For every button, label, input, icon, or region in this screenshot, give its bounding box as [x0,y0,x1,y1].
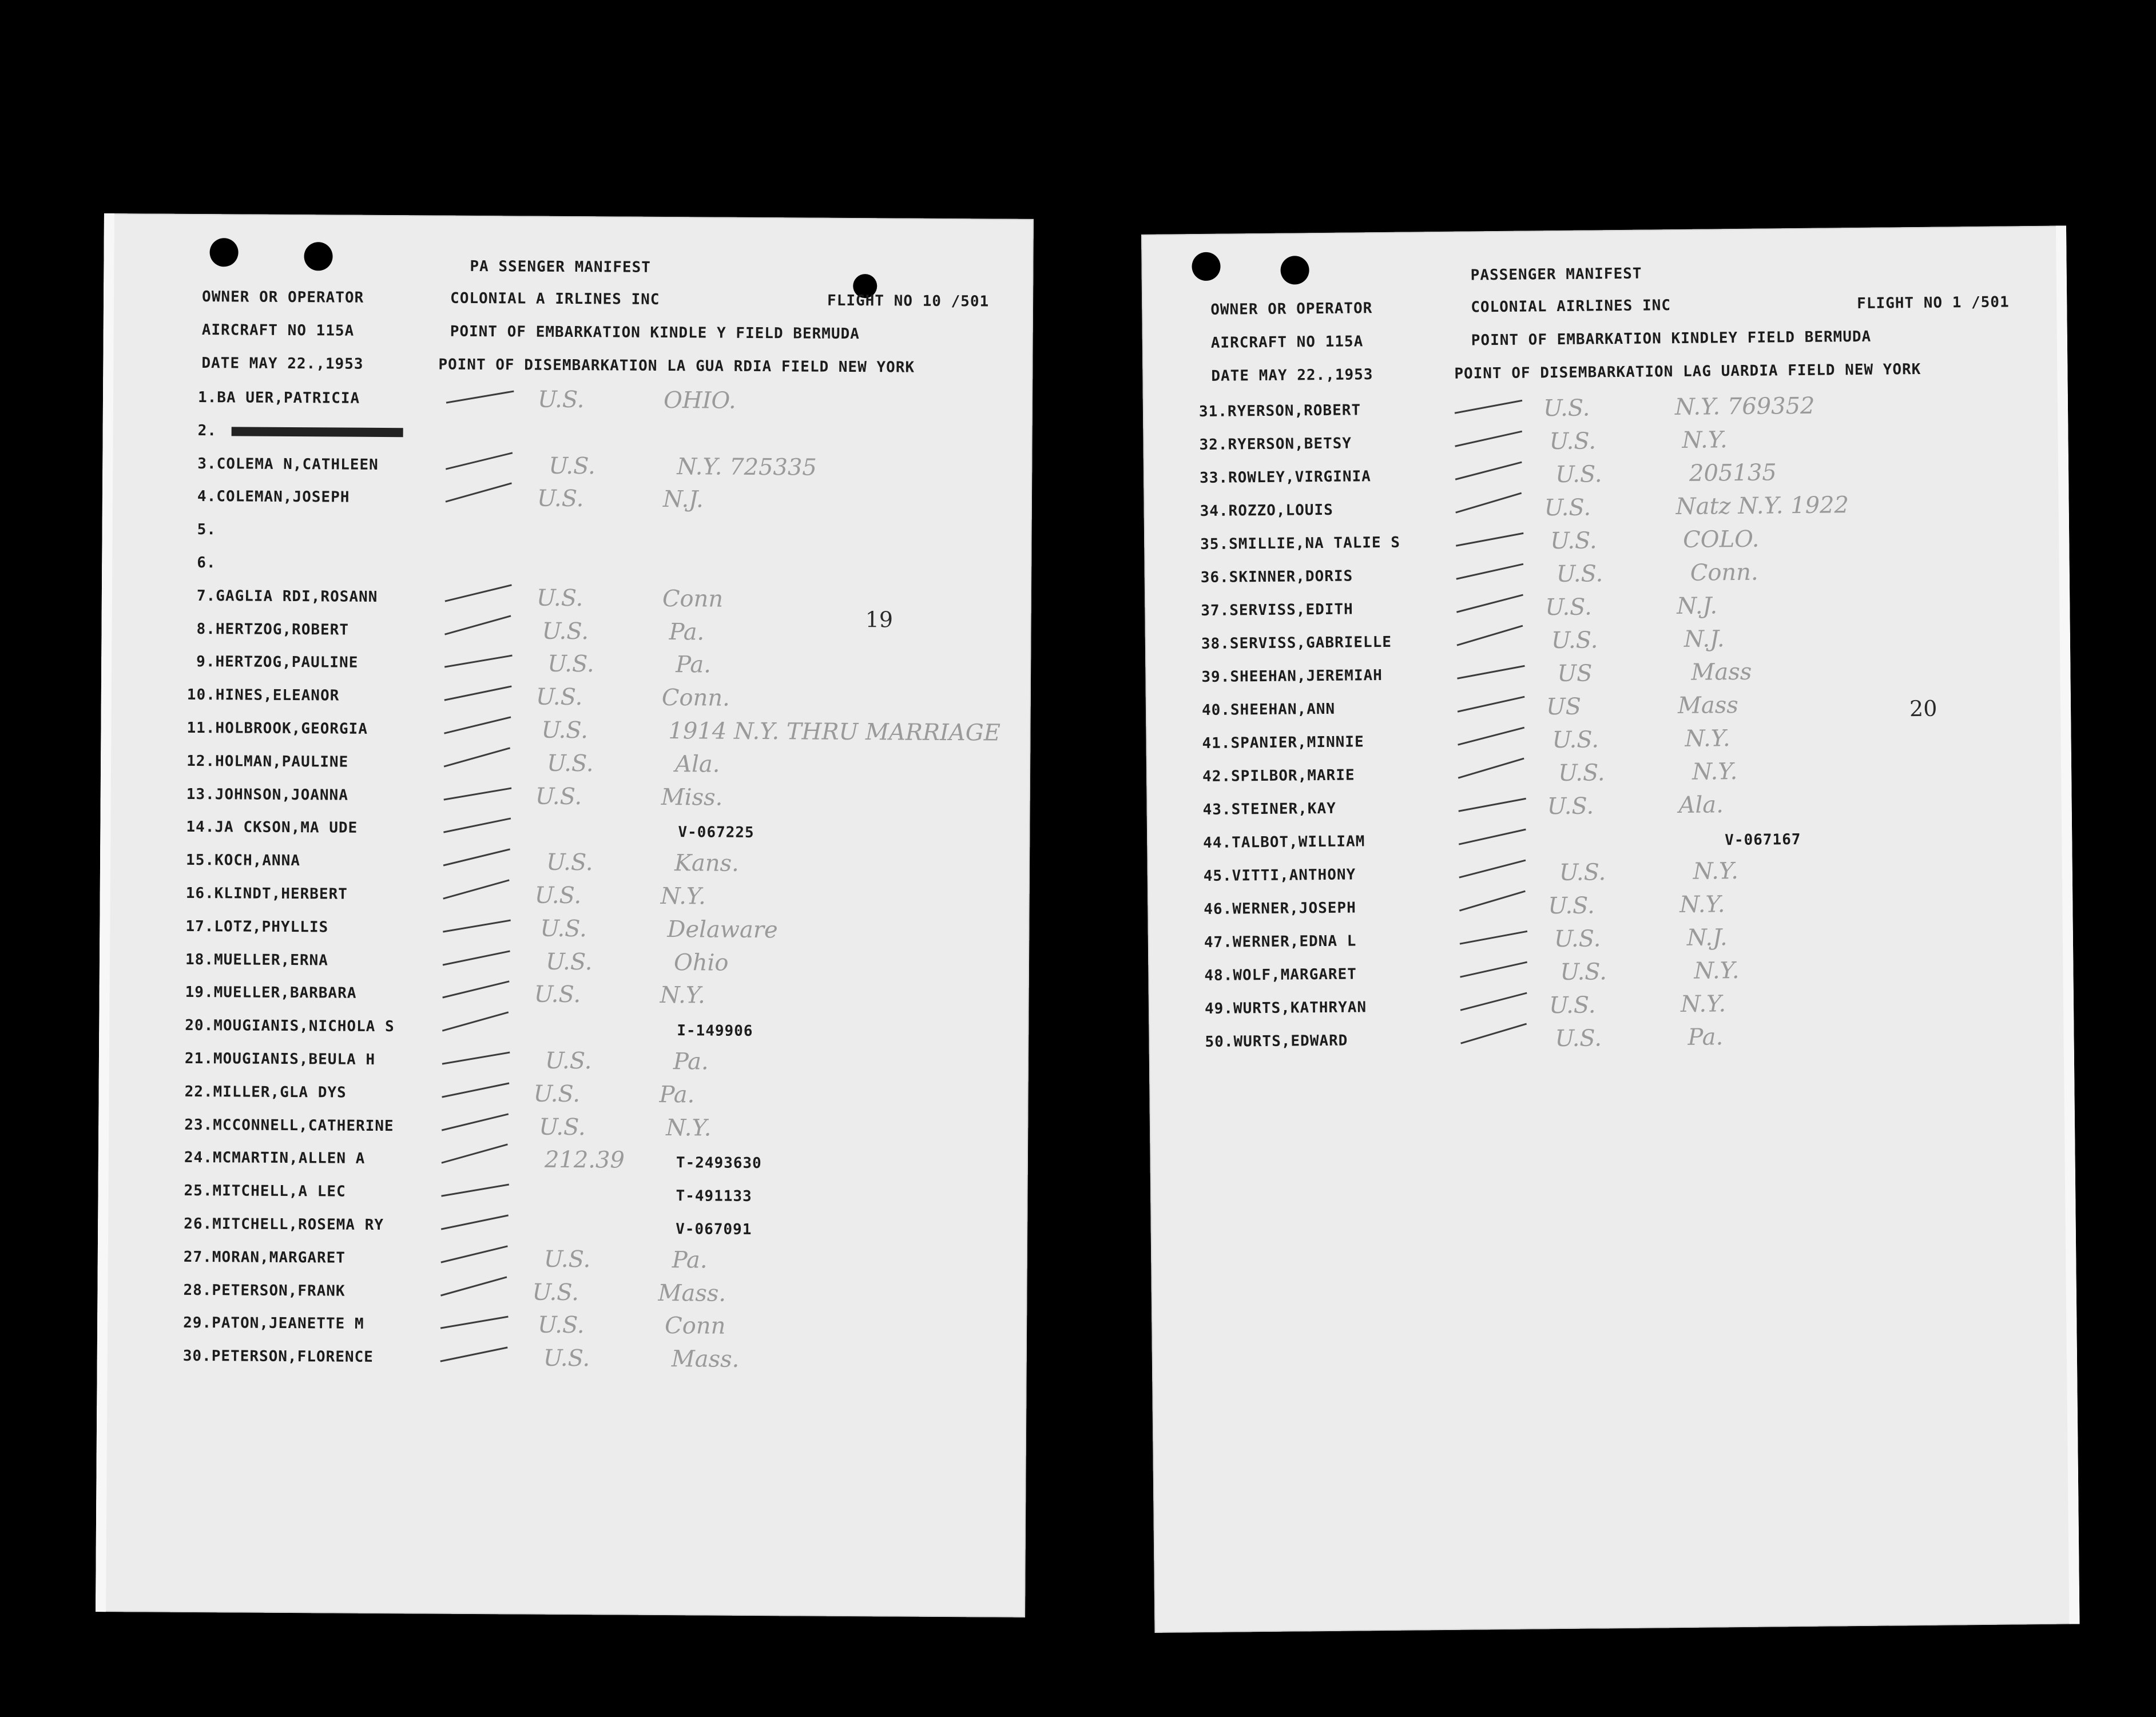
flight-number: FLIGHT NO 10 /501 [827,292,990,311]
punch-hole [1280,256,1309,284]
document-number: I-149906 [677,1022,753,1040]
passenger-name: 38.SERVISS,GABRIELLE [1201,633,1392,653]
citizenship-note: U.S. [540,915,587,942]
citizenship-note: US [1546,693,1582,721]
check-mark [1456,532,1524,547]
passenger-name: 48.WOLF,MARGARET [1204,965,1357,984]
citizenship-note: U.S. [1556,561,1603,588]
residence-note: N.Y. [1692,758,1738,785]
citizenship-note: 212.39 [544,1147,625,1174]
check-mark [440,1276,507,1296]
check-mark [1460,992,1527,1011]
check-mark [1455,400,1523,414]
passenger-name: 31.RYERSON,ROBERT [1198,402,1361,421]
page-number: 20 [1909,695,1937,722]
citizenship-note: U.S. [536,585,583,611]
passenger-name: 5. [197,521,217,539]
citizenship-note: U.S. [547,651,594,678]
residence-note: Mass [1677,692,1739,720]
citizenship-note: U.S. [534,981,581,1008]
passenger-name: 34.ROZZO,LOUIS [1200,501,1333,520]
passenger-name: 40.SHEEHAN,ANN [1201,700,1336,720]
citizenship-note: U.S. [1548,992,1596,1019]
passenger-name: 2. [197,422,217,440]
passenger-name: 18.MUELLER,ERNA [185,951,328,969]
check-mark [444,686,512,701]
citizenship-note: U.S. [1555,1025,1602,1052]
passenger-name: 15.KOCH,ANNA [186,852,301,870]
residence-note: Mass [1691,658,1752,686]
passenger-name: 35.SMILLIE,NA TALIE S [1200,534,1401,554]
citizenship-note: US [1557,660,1593,687]
passenger-name: 10.HINES,ELEANOR [186,686,340,705]
check-mark [440,1347,507,1362]
passenger-name: 32.RYERSON,BETSY [1199,435,1352,454]
manifest-page-right [1141,225,2079,1632]
citizenship-note: U.S. [533,1080,581,1107]
citizenship-note: U.S. [545,1047,592,1075]
punch-hole [1192,252,1220,281]
passenger-name: 45.VITTI,ANTHONY [1203,866,1356,885]
check-mark [445,584,512,602]
passenger-name: 41.SPANIER,MINNIE [1202,733,1364,753]
passenger-name: 24.MCMARTIN,ALLEN A [184,1149,366,1168]
passenger-name: 27.MORAN,MARGARET [183,1248,346,1267]
passenger-name: 20.MOUGIANIS,NICHOLA S [185,1017,395,1036]
residence-note: Miss. [661,784,723,811]
residence-note: 1914 N.Y. THRU MARRIAGE [668,718,1000,746]
citizenship-note: U.S. [534,882,582,909]
document-number: V-067167 [1725,830,1801,849]
manifest-date: DATE MAY 22.,1953 [1211,366,1373,385]
check-mark [443,879,509,899]
passenger-name: 21.MOUGIANIS,BEULA H [184,1050,376,1068]
check-mark [441,1214,509,1230]
citizenship-note: U.S. [1547,793,1594,820]
residence-note: Pa. [676,651,712,678]
residence-note: Conn [664,1313,726,1340]
check-mark [1456,594,1523,613]
citizenship-note: U.S. [1548,892,1595,920]
residence-note: OHIO. [663,387,736,414]
check-mark [442,981,509,999]
residence-note: Natz N.Y. 1922 [1675,492,1849,520]
citizenship-note: U.S. [1550,527,1597,555]
page-edge [96,213,114,1612]
passenger-name: 13.JOHNSON,JOANNA [186,785,348,804]
residence-note: Ala. [674,750,720,778]
residence-note: N.Y. [1680,991,1726,1018]
check-mark [1458,727,1524,746]
passenger-name: 17.LOTZ,PHYLLIS [185,917,329,936]
residence-note: Delaware [667,916,778,944]
check-mark [1458,696,1525,713]
passenger-name: 12.HOLMAN,PAULINE [186,752,349,771]
passenger-name: 30.PETERSON,FLORENCE [182,1348,374,1366]
passenger-name: 39.SHEEHAN,JEREMIAH [1201,666,1383,686]
check-mark [441,1144,507,1164]
residence-note: COLO. [1682,526,1760,553]
passenger-name: 6. [197,554,216,572]
embarkation-point: POINT OF EMBARKATION KINDLE Y FIELD BERMUDA [450,323,860,343]
residence-note: Conn. [1690,559,1758,586]
page-number: 19 [865,607,894,633]
residence-note: Pa. [672,1246,708,1274]
check-mark [440,1245,507,1263]
residence-note: Kans. [674,850,739,877]
check-mark [442,1052,510,1065]
residence-note: N.J. [1686,924,1728,951]
residence-note: N.Y. [1685,725,1730,752]
check-mark [442,1012,509,1032]
residence-note: N.J. [1677,593,1718,620]
residence-note: Ohio [673,949,729,976]
citizenship-note: U.S. [1560,959,1607,986]
residence-note: N.Y. [1693,858,1739,885]
disembarkation-point: POINT OF DISEMBARKATION LAG UARDIA FIELD NEW YORK [1454,360,1921,383]
passenger-name: 23.MCCONNELL,CATHERINE [184,1116,394,1135]
check-mark [443,849,510,867]
check-mark [446,391,514,404]
page-edge [2056,225,2079,1624]
passenger-name: 7.GAGLIA RDI,ROSANN [196,587,378,606]
passenger-name: 37.SERVISS,EDITH [1201,601,1353,620]
passenger-name: 44.TALBOT,WILLIAM [1203,833,1365,852]
redaction-bar [232,427,403,437]
aircraft-number: AIRCRAFT NO 115A [201,321,355,340]
residence-note: N.Y. 725335 [677,453,817,481]
citizenship-note: U.S. [541,717,589,744]
citizenship-note: U.S. [1555,461,1602,488]
document-number: V-067091 [676,1221,752,1238]
check-mark [1455,431,1522,447]
check-mark [1458,798,1526,812]
check-mark [440,1316,509,1329]
check-mark [1456,625,1523,646]
citizenship-note: U.S. [537,386,585,414]
check-mark [1458,758,1524,779]
aircraft-number: AIRCRAFT NO 115A [1210,333,1364,352]
manifest-title: PASSENGER MANIFEST [1470,265,1642,284]
citizenship-note: U.S. [543,1345,590,1372]
passenger-name: 11.HOLBROOK,GEORGIA [186,719,368,738]
passenger-name: 33.ROWLEY,VIRGINIA [1199,468,1371,487]
citizenship-note: U.S. [1554,925,1601,953]
check-mark [442,1113,509,1131]
citizenship-note: U.S. [547,750,594,777]
citizenship-note: U.S. [545,948,593,975]
residence-note: N.Y. [1694,957,1740,984]
manifest-page-left [96,213,1034,1617]
citizenship-note: U.S. [537,1312,585,1339]
passenger-name: 47.WERNER,EDNA L [1204,932,1357,952]
passenger-name: 1.BA UER,PATRICIA [197,389,360,407]
manifest-title: PA SSENGER MANIFEST [470,257,651,276]
punch-hole [209,238,238,267]
passenger-name: 43.STEINER,KAY [1202,800,1336,819]
residence-note: N.Y. 769352 [1674,392,1815,421]
citizenship-note: U.S. [539,1114,586,1140]
citizenship-note: U.S. [1544,494,1591,522]
residence-note: N.Y. [660,883,706,910]
passenger-name: 19.MUELLER,BARBARA [185,984,357,1003]
residence-note: N.Y. [666,1114,712,1142]
residence-note: 205135 [1689,459,1777,487]
punch-hole [304,242,332,271]
passenger-name: 36.SKINNER,DORIS [1200,567,1353,587]
residence-note: N.J. [1683,626,1725,653]
citizenship-note: U.S. [542,618,589,645]
check-mark [441,1184,509,1197]
passenger-name: 29.PATON,JEANETTE M [183,1314,364,1333]
passenger-name: 49.WURTS,KATHRYAN [1204,999,1367,1018]
document-number: T-2493630 [676,1154,762,1173]
citizenship-note: U.S. [535,783,582,810]
residence-note: N.Y. [1679,891,1725,919]
passenger-name: 16.KLINDT,HERBERT [185,884,348,903]
passenger-name: 22.MILLER,GLA DYS [184,1083,347,1102]
passenger-name: 25.MITCHELL,A LEC [184,1182,346,1201]
citizenship-note: U.S. [1559,859,1606,887]
document-number: T-491133 [676,1187,752,1206]
check-mark [1455,492,1522,514]
check-mark [444,747,510,767]
check-mark [1457,665,1525,679]
owner-value: COLONIAL A IRLINES INC [450,289,660,308]
document-number: V-067225 [678,824,755,842]
citizenship-note: U.S. [1549,428,1597,455]
check-mark [443,818,511,833]
check-mark [446,452,513,470]
check-mark [443,787,511,800]
passenger-name: 46.WERNER,JOSEPH [1204,899,1356,919]
citizenship-note: U.S. [546,849,593,876]
residence-note: Ala. [1678,792,1724,819]
citizenship-note: U.S. [549,452,595,479]
passenger-name: 50.WURTS,EDWARD [1205,1032,1348,1051]
passenger-name: 42.SPILBOR,MARIE [1202,766,1355,786]
residence-note: Mass. [671,1346,740,1373]
residence-note: N.J. [662,486,704,513]
citizenship-note: U.S. [535,683,583,711]
passenger-name: 26.MITCHELL,ROSEMA RY [184,1215,384,1234]
citizenship-note: U.S. [532,1279,579,1306]
owner-label: OWNER OR OPERATOR [1210,300,1373,319]
citizenship-note: U.S. [1545,594,1592,621]
check-mark [444,716,511,734]
passenger-name: 3.COLEMA N,CATHLEEN [197,455,379,474]
passenger-name: 28.PETERSON,FRANK [183,1281,346,1300]
owner-value: COLONIAL AIRLINES INC [1471,297,1671,316]
citizenship-note: U.S. [1543,395,1590,422]
residence-note: N.Y. [660,982,705,1009]
residence-note: N.Y. [1682,427,1728,454]
check-mark [1459,891,1526,912]
check-mark [443,950,510,965]
check-mark [1460,1023,1527,1044]
check-mark [446,483,512,503]
owner-label: OWNER OR OPERATOR [202,288,364,307]
citizenship-note: U.S. [537,486,584,512]
residence-note: Pa. [659,1081,695,1108]
check-mark [1460,931,1528,945]
check-mark [1456,563,1523,580]
citizenship-note: U.S. [1552,726,1599,754]
flight-number: FLIGHT NO 1 /501 [1857,293,2010,312]
citizenship-note: U.S. [543,1246,591,1273]
passenger-name: 4.COLEMAN,JOSEPH [197,488,350,507]
embarkation-point: POINT OF EMBARKATION KINDLEY FIELD BERMUDA [1471,328,1872,349]
check-mark [1459,860,1526,879]
citizenship-note: U.S. [1551,627,1598,654]
passenger-name: 9.HERTZOG,PAULINE [196,653,359,672]
residence-note: Pa. [1688,1024,1724,1051]
residence-note: Conn. [661,685,730,712]
residence-note: Pa. [669,618,705,646]
residence-note: Mass. [658,1279,726,1307]
manifest-date: DATE MAY 22.,1953 [201,355,364,373]
check-mark [1455,462,1522,480]
check-mark [1459,829,1526,845]
passenger-name: 14.JA CKSON,MA UDE [186,818,358,837]
residence-note: Pa. [673,1048,709,1075]
passenger-name: 8.HERTZOG,ROBERT [196,620,350,639]
residence-note: Conn [662,585,724,613]
check-mark [444,615,511,635]
check-mark [1460,961,1527,978]
disembarkation-point: POINT OF DISEMBARKATION LA GUA RDIA FIELD NEW YORK [438,356,915,376]
check-mark [443,919,511,932]
citizenship-note: U.S. [1558,760,1605,787]
check-mark [444,655,513,668]
check-mark [442,1082,509,1098]
